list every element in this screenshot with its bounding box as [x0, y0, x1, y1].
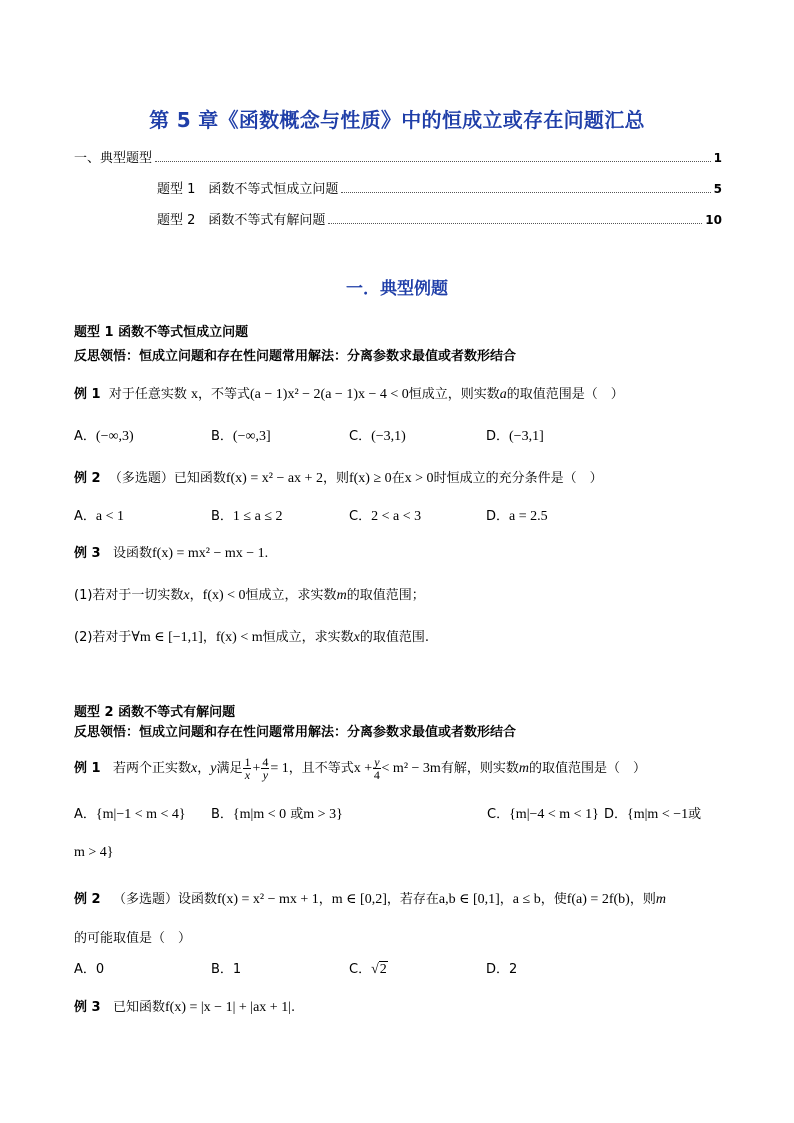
option-value: 1 ≤ a ≤ 2	[232, 509, 283, 524]
type2-example1	[74, 756, 646, 781]
math: +	[252, 761, 261, 776]
numerator: 1	[244, 755, 251, 769]
sqrt-icon: √2	[371, 962, 387, 977]
type1-example3	[74, 542, 268, 562]
toc-leader	[328, 214, 702, 224]
text: (2)若对于	[74, 630, 132, 645]
option-b[interactable]: B．1	[211, 962, 242, 977]
text: 恒成立，求实数	[262, 630, 354, 645]
denominator: 4	[373, 768, 380, 782]
toc-label: 题型 1 函数不等式恒成立问题	[157, 182, 339, 197]
math: ∀m ∈ [−1,1]	[131, 630, 203, 645]
fraction	[261, 756, 269, 781]
option-label: C．	[487, 807, 510, 822]
toc-entry[interactable]	[157, 178, 722, 197]
text: ，	[202, 630, 216, 645]
math: < m² − 3m	[381, 761, 441, 776]
text: (1)若对于一切实数	[74, 588, 184, 603]
math: y	[210, 761, 217, 776]
example-label: 例 1	[74, 387, 101, 402]
fraction	[373, 756, 380, 781]
text: 的取值范围是（ ）	[506, 387, 624, 402]
option-label: A．	[74, 509, 96, 524]
option-c[interactable]	[349, 505, 421, 525]
math: f(x) = x² − mx + 1	[217, 892, 319, 907]
math: (a − 1)x² − 2(a − 1)x − 4 < 0	[250, 387, 409, 402]
math: m	[336, 588, 347, 603]
example-label: 例 3	[74, 546, 101, 561]
option-d-continued: m > 4}	[74, 845, 114, 860]
text: 的取值范围；	[346, 588, 425, 603]
type1-heading: 题型 1 函数不等式恒成立问题	[74, 325, 249, 340]
toc-leader	[155, 152, 711, 162]
option-value: (−3,1]	[509, 429, 544, 444]
option-a[interactable]: A．0	[74, 962, 105, 977]
option-value: a = 2.5	[509, 509, 548, 524]
toc-label: 一、典型题型	[74, 151, 153, 166]
option-label: B．	[211, 509, 233, 524]
math: = 1	[270, 761, 289, 776]
numerator: 4	[262, 755, 269, 769]
option-label: B．	[211, 807, 233, 822]
toc-page: 10	[705, 213, 722, 227]
page-title: 第 5 章《函数概念与性质》中的恒成立或存在问题汇总	[149, 108, 645, 132]
text: 或	[290, 807, 304, 822]
type2-heading: 题型 2 函数不等式有解问题	[74, 705, 236, 720]
text: 有解，则实数	[440, 761, 519, 776]
option-a[interactable]	[74, 425, 134, 445]
question-1	[74, 584, 425, 604]
option-c[interactable]	[349, 958, 388, 978]
text: ，	[499, 892, 513, 907]
option-value: 2 < a < 3	[371, 509, 422, 524]
text: （多选题）设函数	[112, 892, 217, 907]
math: m ∈ [0,2]	[331, 892, 387, 907]
option-value: (−3,1)	[371, 429, 406, 444]
text: 的取值范围是（ ）	[528, 761, 646, 776]
option-value: (−∞,3)	[95, 429, 134, 444]
option-d[interactable]	[604, 803, 701, 823]
math: x	[183, 588, 190, 603]
option-label: C．	[349, 509, 372, 524]
option-label: D．	[486, 509, 510, 524]
question-2	[74, 626, 429, 646]
math: a,b ∈ [0,1]	[438, 892, 500, 907]
option-label: A．	[74, 429, 96, 444]
example-label: 例 3	[74, 1000, 101, 1015]
type2-example2-cont: 的可能取值是（ ）	[74, 931, 192, 946]
example-label: 例 2	[74, 471, 101, 486]
type2-example2	[74, 888, 666, 908]
math: f(x) < 0	[202, 588, 246, 603]
math: f(x) = |x − 1| + |ax + 1|	[165, 1000, 291, 1015]
text: 已知函数	[112, 1000, 165, 1015]
section-heading: 一．典型例题	[346, 279, 448, 299]
option-d[interactable]	[486, 505, 548, 525]
option-label: A．	[74, 807, 96, 822]
toc-entry[interactable]	[157, 209, 722, 228]
math: x	[353, 630, 360, 645]
option-value: 2	[379, 962, 387, 977]
type2-insight: 反思领悟：恒成立问题和存在性问题常用解法：分离参数求最值或者数形结合	[74, 725, 517, 740]
toc-page: 1	[713, 151, 722, 165]
option-a[interactable]	[74, 803, 186, 823]
option-value: {m|−1 < m < 4}	[95, 807, 186, 822]
option-c[interactable]	[487, 803, 599, 823]
option-a[interactable]	[74, 505, 124, 525]
math: x > 0	[404, 471, 434, 486]
text: （多选题）已知函数	[108, 471, 226, 486]
text: ，使	[540, 892, 567, 907]
text: ，	[189, 588, 203, 603]
text: 在	[391, 471, 405, 486]
option-value: {m|m < 0	[232, 807, 287, 822]
text: 设函数	[112, 546, 152, 561]
text: 恒成立，求实数	[245, 588, 337, 603]
math: f(x) = x² − ax + 2	[225, 471, 323, 486]
example-label: 例 1	[74, 761, 101, 776]
option-label: C．	[349, 429, 372, 444]
text: ，若存在	[386, 892, 439, 907]
math: x	[191, 387, 198, 402]
text: 的取值范围.	[359, 630, 430, 645]
toc-page: 5	[713, 182, 722, 196]
math: f(x) ≥ 0	[348, 471, 392, 486]
option-value: (−∞,3]	[232, 429, 271, 444]
text: ，	[318, 892, 332, 907]
option-label: D．	[486, 429, 510, 444]
option-value: m > 3}	[303, 807, 343, 822]
text: ，且不等式	[288, 761, 354, 776]
denominator: y	[262, 768, 269, 782]
example-label: 例 2	[74, 892, 101, 907]
text: ，则	[629, 892, 656, 907]
text: 时恒成立的充分条件是（ ）	[433, 471, 603, 486]
math: a	[499, 387, 507, 402]
math: f(a) = 2f(b)	[566, 892, 630, 907]
text: 对于任意实数	[108, 387, 187, 402]
text: 恒成立，则实数	[408, 387, 500, 402]
option-value: {m|m < −1	[627, 807, 689, 822]
type2-example3	[74, 996, 295, 1016]
text: .	[291, 1000, 296, 1015]
toc-leader	[341, 183, 710, 193]
math: f(x) = mx² − mx − 1.	[152, 546, 269, 561]
type1-example1	[74, 383, 624, 403]
option-b[interactable]	[211, 505, 283, 525]
option-label: B．	[211, 429, 233, 444]
option-c[interactable]	[349, 425, 406, 445]
toc-label: 题型 2 函数不等式有解问题	[157, 213, 326, 228]
option-b[interactable]	[211, 425, 271, 445]
option-label: C．	[349, 962, 372, 977]
option-d[interactable]: D．2	[486, 962, 518, 977]
math: m	[518, 761, 529, 776]
denominator: x	[244, 768, 251, 782]
text: ，则	[322, 471, 349, 486]
type1-example2	[74, 467, 603, 487]
option-d[interactable]	[486, 425, 544, 445]
option-b[interactable]	[211, 803, 343, 823]
math: x +	[353, 761, 373, 776]
option-value: {m|−4 < m < 1}	[509, 807, 599, 822]
numerator: y	[374, 755, 380, 769]
math: a ≤ b	[512, 892, 541, 907]
option-label: D．	[604, 807, 628, 822]
text: 或	[688, 807, 702, 822]
fraction	[243, 756, 251, 781]
text: ，	[197, 761, 211, 776]
math: x	[191, 761, 198, 776]
text: 满足	[216, 761, 243, 776]
math: f(x) < m	[215, 630, 263, 645]
option-value: a < 1	[95, 509, 125, 524]
type1-insight: 反思领悟：恒成立问题和存在性问题常用解法：分离参数求最值或者数形结合	[74, 349, 517, 364]
text: 若两个正实数	[112, 761, 191, 776]
toc-entry[interactable]	[74, 147, 722, 166]
math: m	[655, 892, 666, 907]
text: ，不等式	[198, 387, 251, 402]
